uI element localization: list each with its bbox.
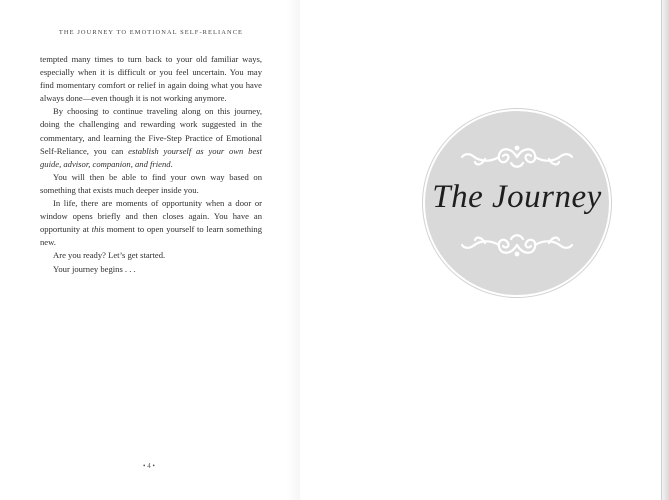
body-text <box>40 53 262 276</box>
running-head: THE JOURNEY TO EMOTIONAL SELF-RELIANCE <box>58 29 244 36</box>
paragraph: In life, there are moments of opportunity when a door or window opens briefly and then closes again. You have an opportunity at this moment to open yourself to learn something new. <box>40 198 263 248</box>
page-number: • 4 • <box>143 462 155 470</box>
paragraph: Are you ready? Let’s get started. <box>53 250 166 261</box>
page-edge <box>661 0 669 500</box>
scroll-flourish-icon <box>455 142 579 172</box>
left-page <box>0 0 300 500</box>
paragraph: You will then be able to find your own way based on something that exists much deeper inside you. <box>40 171 262 195</box>
paragraph: tempted many times to turn back to your old familiar ways, especially when it is difficult or you feel uncertain. You may find momentary comfort or relief in again doing what you have always done—even though it is not working anymore. <box>40 54 262 104</box>
emphasis-text: this <box>91 224 105 235</box>
paragraph: By choosing to continue traveling along on this journey, doing the challenging and rewarding work suggested in the commentary, and learning the Five-Step Practice of Emotional Self-Reliance, you can establish yourself as your own best guide, advisor, companion, and friend. <box>40 106 262 169</box>
chapter-medallion <box>425 111 609 295</box>
emphasis-text: establish yourself as your own best guide, advisor, companion, and friend <box>40 145 262 169</box>
chapter-title: The Journey <box>432 179 602 215</box>
scroll-flourish-icon <box>455 230 579 260</box>
paragraph: Your journey begins . . . <box>53 263 136 274</box>
